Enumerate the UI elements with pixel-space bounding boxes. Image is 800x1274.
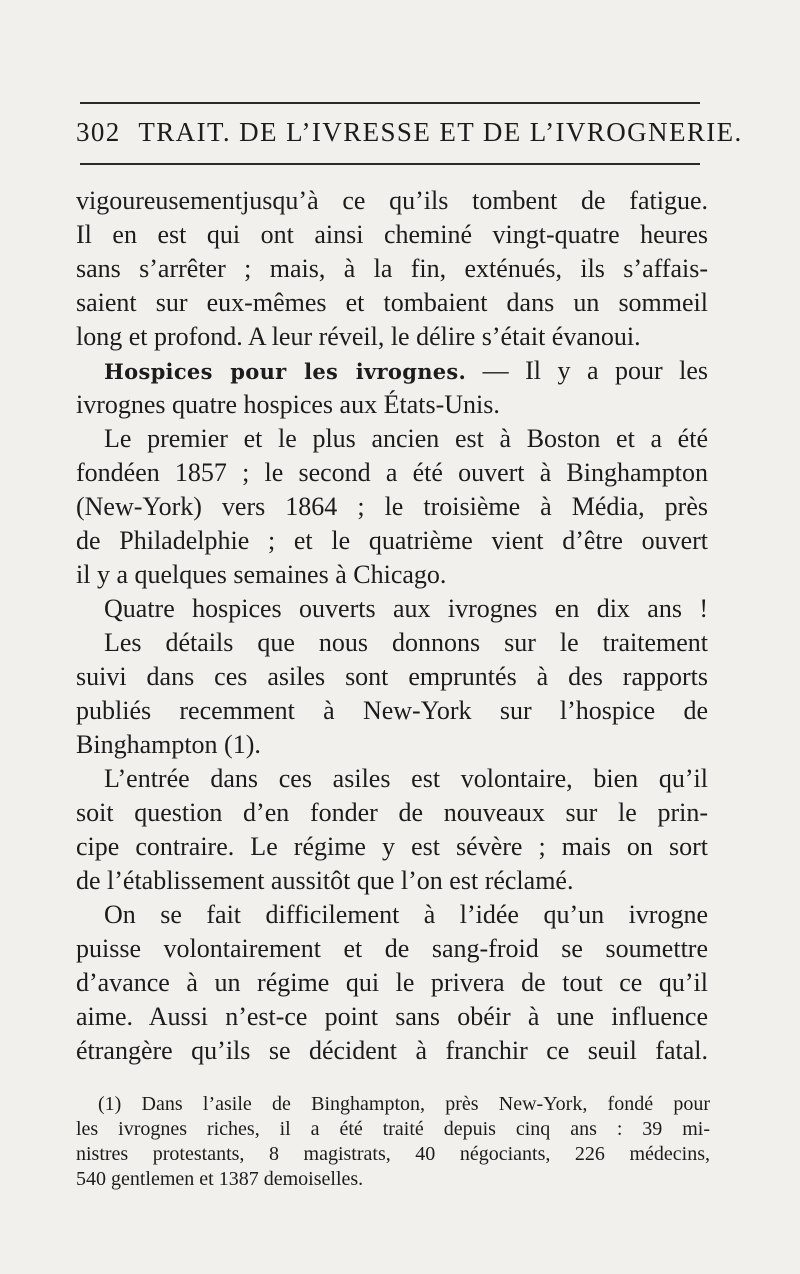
footnote — [76, 1092, 710, 1192]
running-head — [76, 117, 743, 148]
text-line: il y a quelques semaines à Chicago. — [76, 560, 447, 589]
footnote-line: nistres protestants, 8 magistrats, 40 négociants, 226 médecins, — [76, 1143, 710, 1165]
text-line: d’avance à un régime qui le privera de tout ce qu’il — [76, 968, 708, 997]
text-line: de l’établissement aussitôt que l’on est réclamé. — [76, 866, 574, 895]
text-line: ivrognes quatre hospices aux États-Unis. — [76, 390, 500, 419]
text-line: étrangère qu’ils se décident à franchir ce seuil fatal. — [76, 1036, 708, 1065]
body-text — [76, 184, 708, 1068]
text-line: Les détails que nous donnons sur le traitement — [104, 628, 708, 657]
text-line: Quatre hospices ouverts aux ivrognes en dix ans ! — [104, 594, 708, 623]
text-line: publiés recemment à New-York sur l’hospice de — [76, 696, 708, 725]
text-line: Il en est qui ont ainsi cheminé vingt-quatre heures — [76, 220, 708, 249]
page-number: 302 — [76, 117, 121, 147]
text-line: cipe contraire. Le régime y est sévère ; mais on sort — [76, 832, 708, 861]
text-line: long et profond. A leur réveil, le délire s’était évanoui. — [76, 322, 641, 351]
text-line: puisse volontairement et de sang-froid se soumettre — [76, 934, 708, 963]
section-heading-continuation: — Il y a pour les — [466, 356, 708, 385]
text-line: suivi dans ces asiles sont empruntés à des rapports — [76, 662, 708, 691]
text-line: sans s’arrêter ; mais, à la fin, exténués, ils s’affais- — [76, 254, 708, 283]
section-heading: Hospices pour les ivrognes. — [104, 359, 467, 384]
running-title: TRAIT. DE L’IVRESSE ET DE L’IVROGNERIE. — [138, 117, 743, 147]
text-line: saient sur eux-mêmes et tombaient dans un sommeil — [76, 288, 708, 317]
header-bottom-rule — [80, 163, 700, 165]
text-line: Le premier et le plus ancien est à Boston et a été — [104, 424, 708, 453]
text-line: fondéen 1857 ; le second a été ouvert à Binghampton — [76, 458, 708, 487]
text-line: On se fait difficilement à l’idée qu’un ivrogne — [104, 900, 708, 929]
text-line: de Philadelphie ; et le quatrième vient d’être ouvert — [76, 526, 708, 555]
section-heading-line — [76, 354, 708, 388]
text-line: Binghampton (1). — [76, 730, 261, 759]
text-line: L’entrée dans ces asiles est volontaire, bien qu’il — [104, 764, 708, 793]
footnote-line: les ivrognes riches, il a été traité depuis cinq ans : 39 mi- — [76, 1118, 710, 1140]
footnote-line: 540 gentlemen et 1387 demoiselles. — [76, 1168, 364, 1190]
text-line: soit question d’en fonder de nouveaux sur le prin- — [76, 798, 708, 827]
text-line: vigoureusementjusqu’à ce qu’ils tombent de fatigue. — [76, 186, 708, 215]
text-line: aime. Aussi n’est-ce point sans obéir à une influence — [76, 1002, 708, 1031]
text-line: (New-York) vers 1864 ; le troisième à Média, près — [76, 492, 708, 521]
header-top-rule — [80, 102, 700, 104]
footnote-line: (1) Dans l’asile de Binghampton, près New-York, fondé pour — [98, 1093, 710, 1115]
